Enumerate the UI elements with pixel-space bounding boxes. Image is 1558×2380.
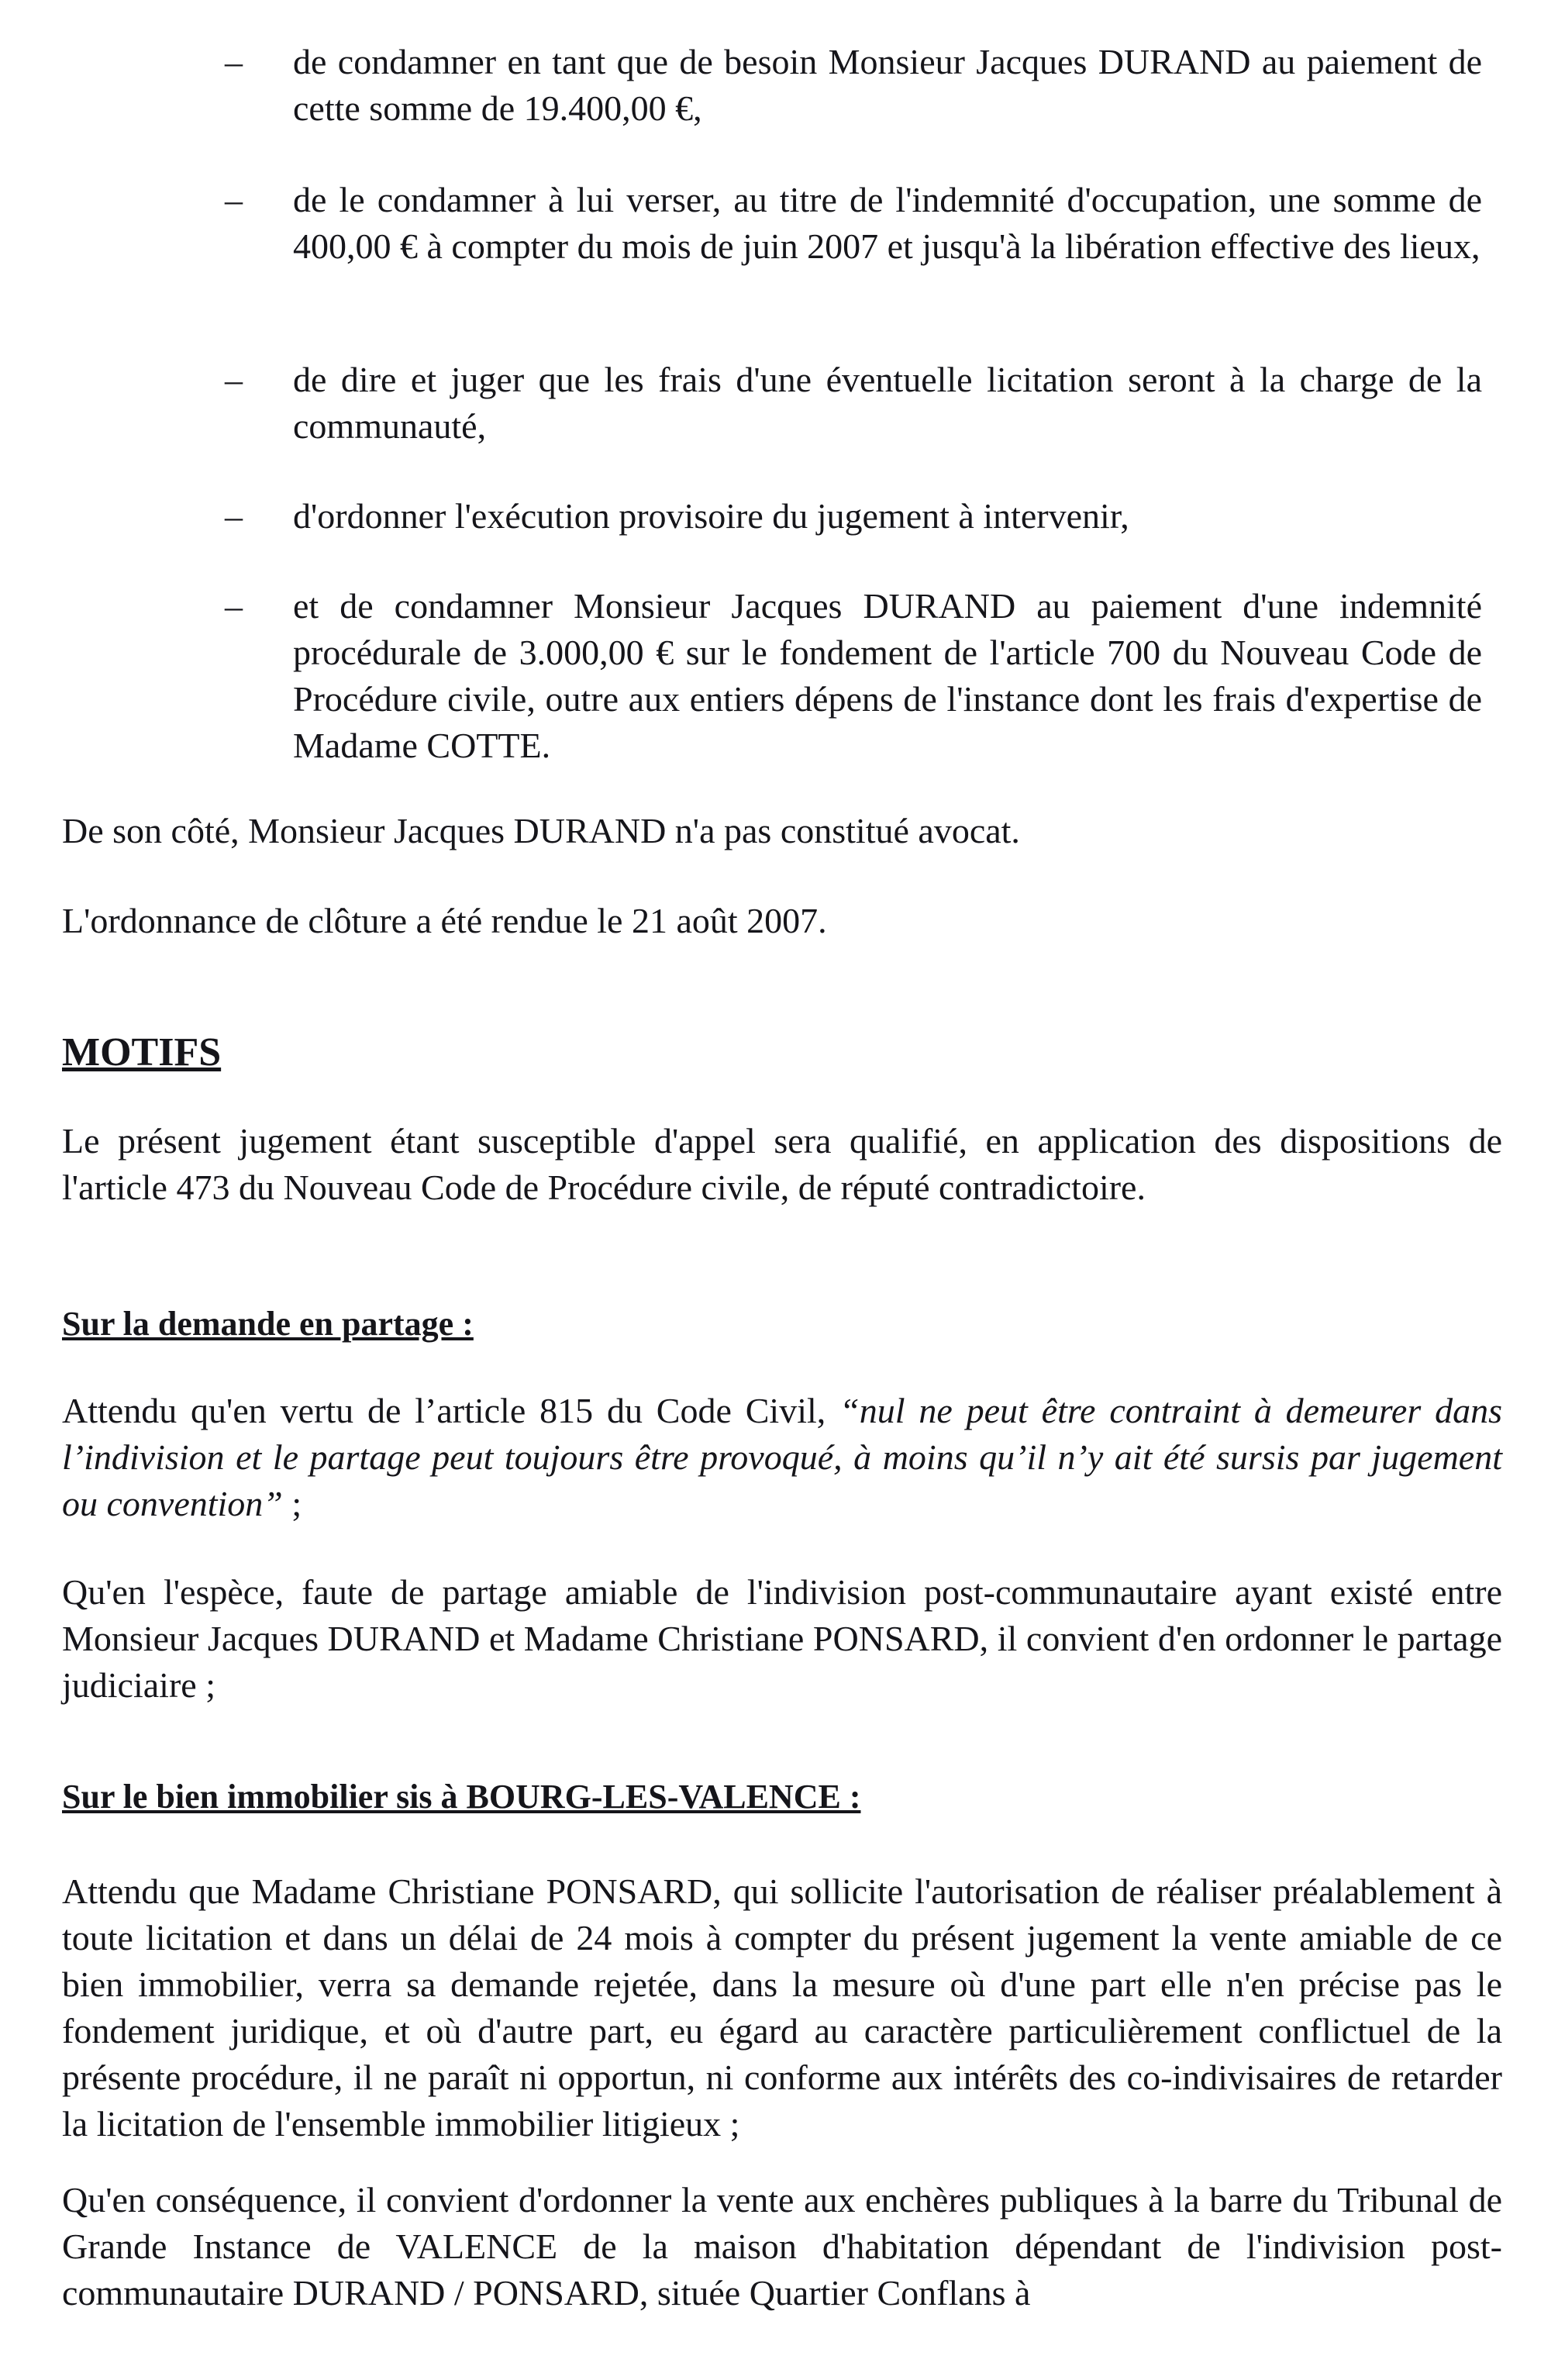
list-item bbox=[225, 583, 1482, 769]
list-item-text: de dire et juger que les frais d'une éventuelle licitation seront à la charge de la communauté, bbox=[293, 360, 1482, 446]
paragraph-motifs: Le présent jugement étant susceptible d'appel sera qualifié, en application des dispositions de l'article 473 du Nouveau Code de Procédure civile, de réputé contradictoire. bbox=[62, 1121, 1502, 1207]
list-dash: – bbox=[225, 360, 243, 399]
list-item-text: de le condamner à lui verser, au titre de l'indemnité d'occupation, une somme de 400,00 € à compter du mois de juin 2007 et jusqu'à la libération effective des lieux, bbox=[293, 180, 1482, 266]
paragraph-consequence: Qu'en conséquence, il convient d'ordonner la vente aux enchères publiques à la barre du Tribunal de Grande Instance de VALENCE de la maison d'habitation dépendant de l'indivision post-communautaire DURAND / PONSARD, située Quartier Conflans à bbox=[62, 2180, 1502, 2313]
list-dash: – bbox=[225, 180, 243, 219]
heading-motifs: MOTIFS bbox=[62, 1030, 222, 1074]
paragraph-ordonnance: L'ordonnance de clôture a été rendue le 21 août 2007. bbox=[62, 901, 827, 940]
list-dash: – bbox=[225, 586, 243, 626]
list-dash: – bbox=[225, 42, 243, 81]
attendu-815-intro: Attendu qu'en vertu de l’article 815 du Code Civil, bbox=[62, 1391, 840, 1430]
heading-demande-partage: Sur la demande en partage : bbox=[62, 1305, 474, 1343]
list-item-text: et de condamner Monsieur Jacques DURAND au paiement d'une indemnité procédurale de 3.000,00 € sur le fondement de l'article 700 du Nouveau Code de Procédure civile, outre aux entiers dépens de l'instance dont les frais d'expertise de Madame COTTE. bbox=[293, 586, 1482, 765]
list-dash: – bbox=[225, 496, 243, 536]
paragraph-ponsard: Attendu que Madame Christiane PONSARD, qui sollicite l'autorisation de réaliser préalablement à toute licitation et dans un délai de 24 mois à compter du présent jugement la vente amiable de ce bien immobilier, verra sa demande rejetée, dans la mesure où d'une part elle n'en précise pas le fondement juridique, et où d'autre part, eu égard au caractère particulièrement conflictuel de la présente procédure, il ne paraît ni opportun, ni conforme aux intérêts des co-indivisaires de retarder la licitation de l'ensemble immobilier litigieux ; bbox=[62, 1871, 1502, 2144]
heading-bien-immobilier: Sur le bien immobilier sis à BOURG-LES-VALENCE : bbox=[62, 1778, 861, 1816]
list-item bbox=[225, 493, 1482, 540]
list-item-text: d'ordonner l'exécution provisoire du jugement à intervenir, bbox=[293, 496, 1129, 536]
list-item bbox=[225, 39, 1482, 132]
list-item-text: de condamner en tant que de besoin Monsieur Jacques DURAND au paiement de cette somme de 19.400,00 €, bbox=[293, 42, 1482, 128]
article-815-quote: “nul ne peut être contraint à demeurer dans l’indivision et le partage peut toujours être provoqué, à moins qu’il n’y ait été sursis par jugement ou convention” bbox=[62, 1391, 1502, 1523]
paragraph-espece: Qu'en l'espèce, faute de partage amiable de l'indivision post-communautaire ayant existé entre Monsieur Jacques DURAND et Madame Christiane PONSARD, il convient d'en ordonner le partage judiciaire ; bbox=[62, 1572, 1502, 1705]
paragraph-attendu-815 bbox=[62, 1388, 1502, 1527]
paragraph-son-cote: De son côté, Monsieur Jacques DURAND n'a pas constitué avocat. bbox=[62, 811, 1020, 850]
list-item bbox=[225, 177, 1482, 270]
list-item bbox=[225, 357, 1482, 450]
attendu-815-end: ; bbox=[282, 1484, 302, 1523]
